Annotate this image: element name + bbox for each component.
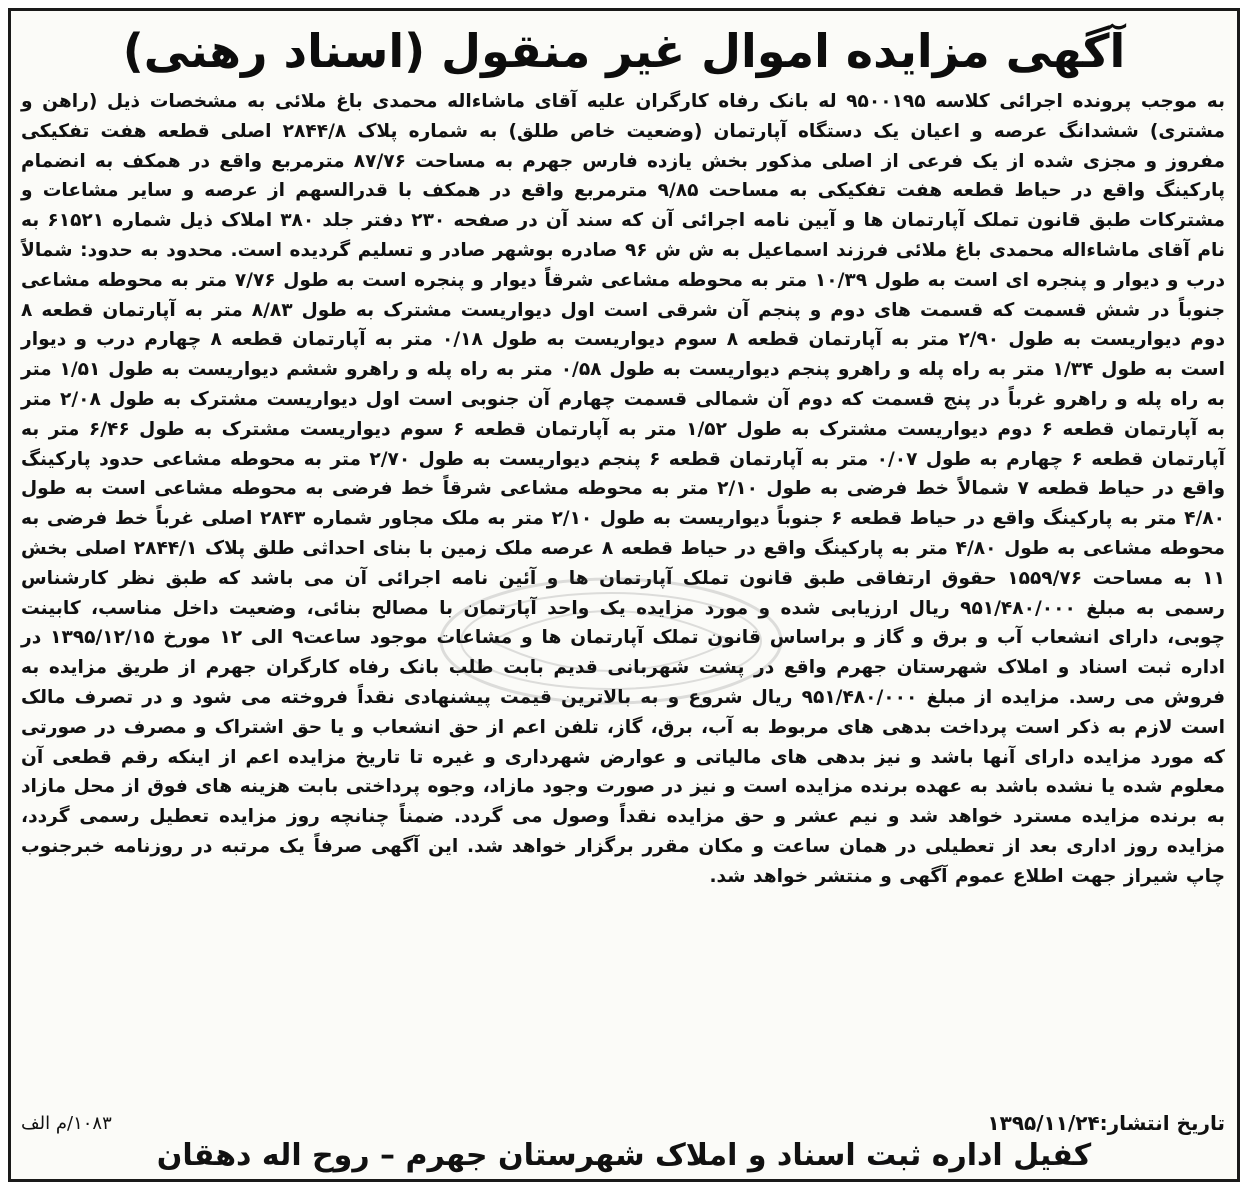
signature-line: کفیل اداره ثبت اسناد و املاک شهرستان جهرم – روح اله دهقان: [156, 1138, 1092, 1173]
notice-code: ۱۰۸۳/م الف: [21, 1112, 112, 1134]
notice-body: به موجب پرونده اجرائی کلاسه ۹۵۰۰۱۹۵ له بانک رفاه کارگران علیه آقای ماشاءاله محمدی باغ ملائی به مشخصات ذیل (راهن و مشتری) ششدانگ عرصه و اعیان یک دستگاه آپارتمان (وضعیت خاص طلق) به شماره پلاک ۲۸۴۴/۸ اصلی قطعه هفت تفکیکی مفروز و مجزی شده از یک فرعی از اصلی مذکور بخش یازده فارس جهرم به مساحت ۸۷/۷۶ مترمربع واقع در همکف به انضمام پارکینگ واقع در حیاط قطعه هفت تفکیکی به مساحت ۹/۸۵ مترمربع واقع در همکف با قدرالسهم از عرصه و سایر مشاعات و مشترکات طبق قانون تملک آپارتمان ها و آیین نامه اجرائی آن که سند آن در صفحه ۲۳۰ دفتر جلد ۳۸۰ املاک ذیل شماره ۶۱۵۲۱ به نام آقای ماشاءاله محمدی باغ ملائی فرزند اسماعیل به ش ش ۹۶ صادره بوشهر صادر و تسلیم گردیده است. محدود به حدود: شمالاً درب و دیوار و پنجره ای است به طول ۱۰/۳۹ متر به محوطه مشاعی شرقاً دیوار و پنجره است به طول ۷/۷۶ متر به محوطه مشاعی جنوباً در شش قسمت که قسمت های دوم و پنجم آن شرقی است اول دیواریست مشترک به طول ۸/۸۳ متر به آپارتمان قطعه ۸ دوم دیواریست به طول ۲/۹۰ متر به آپارتمان قطعه ۸ سوم دیواریست به طول ۰/۱۸ متر به آپارتمان قطعه ۸ چهارم درب و دیوار است به طول ۱/۳۴ متر به راه پله و راهرو پنجم دیواریست به طول ۰/۵۸ متر به راه پله و راهرو ششم دیواریست به طول ۱/۵۱ متر به راه پله و راهرو غرباً در پنج قسمت که دوم آن شمالی قسمت چهارم آن جنوبی است اول دیواریست مشترک به طول ۲/۰۸ متر به آپارتمان قطعه ۶ دوم دیواریست مشترک به طول ۱/۵۲ متر به آپارتمان قطعه ۶ سوم دیواریست مشترک به طول ۶/۴۶ متر به آپارتمان قطعه ۶ چهارم به طول ۰/۰۷ متر به آپارتمان قطعه ۶ پنجم دیواریست به طول ۲/۷۰ متر به محوطه مشاعی حدود پارکینگ واقع در حیاط قطعه ۷ شمالاً خط فرضی به طول ۲/۱۰ متر به محوطه مشاعی شرقاً خط فرضی به محوطه مشاعی است به طول ۴/۸۰ متر به پارکینگ واقع در حیاط قطعه ۶ جنوباً دیواریست به طول ۲/۱۰ متر به ملک مجاور شماره ۲۸۴۳ اصلی غرباً خط فرضی به محوطه مشاعی به طول ۴/۸۰ متر به پارکینگ واقع در حیاط قطعه ۸ عرصه ملک زمین با بنای احداثی طلق پلاک ۲۸۴۴/۱ اصلی بخش ۱۱ به مساحت ۱۵۵۹/۷۶ حقوق ارتفاقی طبق قانون تملک آپارتمان ها و آئین نامه اجرائی آن می باشد که طبق نظر کارشناس رسمی به مبلغ ۹۵۱/۴۸۰/۰۰۰ ریال ارزیابی شده و مورد مزایده یک واحد آپارتمان با مصالح بنائی، وضعیت داخل مناسب، کابینت چوبی، دارای انشعاب آب و برق و گاز و براساس قانون تملک آپارتمان ها و مشاعات موجود ساعت۹ الی ۱۲ مورخ ۱۳۹۵/۱۲/۱۵ در اداره ثبت اسناد و املاک شهرستان جهرم واقع در پشت شهربانی قدیم بابت طلب بانک رفاه کارگران جهرم از طریق مزایده به فروش می رسد. مزایده از مبلغ ۹۵۱/۴۸۰/۰۰۰ ریال شروع و به بالاترین قیمت پیشنهادی نقداً فروخته می شود و در تصرف مالک است لازم به ذکر است پرداخت بدهی های مربوط به آب، برق، گاز، تلفن اعم از حق انشعاب و یا حق اشتراک و مصرف در صورتی که مورد مزایده دارای آنها باشد و نیز بدهی های مالیاتی و عوارض شهرداری و غیره تا تاریخ مزایده اعم از اینکه رقم قطعی آن معلوم شده یا نشده باشد به عهده برنده مزایده است و نیز در صورت وجود مازاد، وجوه پرداختی بابت هزینه های فوق از محل مازاد به برنده مزایده مسترد خواهد شد و نیم عشر و حق مزایده نقداً وصول می گردد. ضمناً چنانچه روز مزایده تعطیل رسمی گردد، مزایده روز اداری بعد از تعطیلی در همان ساعت و مکان مقرر برگزار خواهد شد. این آگهی صرفاً یک مرتبه در روزنامه خبرجنوب چاپ شیراز جهت اطلاع عموم آگهی و منتشر خواهد شد.: [21, 91, 1226, 887]
notice-title: آگهی مزایده اموال غیر منقول (اسناد رهنی): [122, 24, 1126, 78]
publication-date: تاریخ انتشار:۱۳۹۵/۱۱/۲۴: [987, 1111, 1225, 1135]
auction-notice: [8, 8, 1240, 1182]
